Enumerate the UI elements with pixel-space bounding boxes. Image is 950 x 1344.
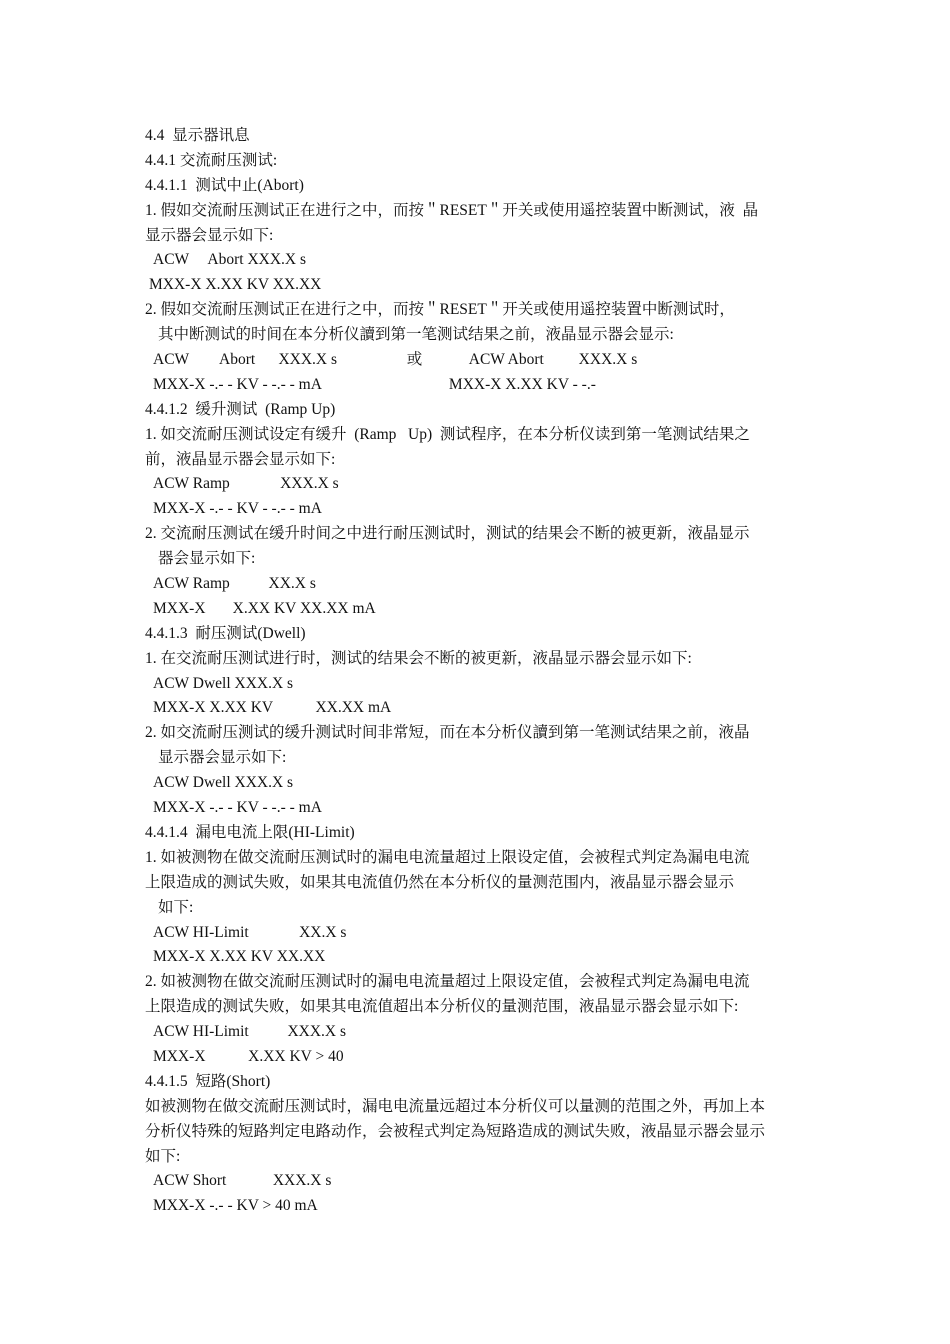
paragraph-line: 显示器会显示如下: [158, 749, 287, 767]
paragraph-line: 分析仪特殊的短路判定电路动作，会被程式判定為短路造成的测试失败，液晶显示器会显示 [145, 1122, 766, 1140]
paragraph-line: 上限造成的测试失败，如果其电流值超出本分析仪的量测范围，液晶显示器会显示如下: [145, 998, 739, 1016]
paragraph-line: 1. 如被测物在做交流耐压测试时的漏电电流量超过上限设定值，会被程式判定為漏电电流 [145, 848, 750, 866]
display-readout: ACW Ramp XXX.X s [153, 475, 339, 493]
paragraph-line: 如下: [158, 898, 194, 916]
topic-heading: 4.4.1.5 短路(Short) [145, 1072, 271, 1090]
display-readout: MXX-X -.- - KV - -.- - mA [153, 500, 322, 518]
paragraph-line: 显示器会显示如下: [145, 226, 274, 244]
display-readout: MXX-X X.XX KV > 40 [153, 1047, 344, 1065]
paragraph-line: 前，液晶显示器会显示如下: [145, 450, 336, 468]
paragraph-line: 上限造成的测试失败，如果其电流值仍然在本分析仪的量测范围内，液晶显示器会显示 [145, 873, 735, 891]
subsection-heading: 4.4.1 交流耐压测试: [145, 151, 278, 169]
display-readout: MXX-X X.XX KV XX.XX mA [153, 599, 376, 617]
topic-heading: 4.4.1.3 耐压测试(Dwell) [145, 624, 306, 642]
paragraph-line: 其中断测试的时间在本分析仪讀到第一笔测试结果之前，液晶显示器会显示: [158, 326, 674, 344]
display-readout: ACW Abort XXX.X s [153, 251, 306, 269]
display-readout: ACW HI-Limit XX.X s [153, 923, 347, 941]
document-page [145, 124, 815, 1219]
paragraph-line: 1. 在交流耐压测试进行时，测试的结果会不断的被更新，液晶显示器会显示如下: [145, 649, 692, 667]
topic-heading: 4.4.1.2 缓升测试 (Ramp Up) [145, 400, 336, 418]
section-heading: 4.4 显示器讯息 [145, 127, 250, 144]
display-readout: ACW Dwell XXX.X s [153, 774, 294, 792]
display-readout: ACW Abort XXX.X s 或 ACW Abort XXX.X s [153, 351, 638, 369]
topic-heading: 4.4.1.1 测试中止(Abort) [145, 176, 304, 194]
paragraph-line: 2. 假如交流耐压测试正在进行之中，而按＂RESET＂开关或使用遥控装置中断测试时， [145, 301, 735, 319]
paragraph-line: 器会显示如下: [158, 550, 256, 568]
display-readout: ACW Dwell XXX.X s [153, 674, 294, 692]
paragraph-line: 如被测物在做交流耐压测试时，漏电电流量远超过本分析仪可以量测的范围之外，再加上本 [145, 1097, 766, 1115]
paragraph-line: 1. 假如交流耐压测试正在进行之中，而按＂RESET＂开关或使用遥控装置中断测试，液 晶 [145, 201, 759, 219]
display-readout: MXX-X X.XX KV XX.XX mA [153, 699, 392, 717]
display-readout: MXX-X X.XX KV XX.XX [153, 948, 326, 966]
paragraph-line: 如下: [145, 1147, 181, 1165]
display-readout: ACW Ramp XX.X s [153, 575, 316, 593]
paragraph-line: 1. 如交流耐压测试设定有缓升 (Ramp Up) 测试程序，在本分析仪读到第一笔测试结果之 [145, 425, 750, 443]
display-readout: ACW HI-Limit XXX.X s [153, 1023, 347, 1041]
paragraph-line: 2. 如被测物在做交流耐压测试时的漏电电流量超过上限设定值，会被程式判定為漏电电流 [145, 973, 750, 991]
display-readout: MXX-X -.- - KV - -.- - mA MXX-X X.XX KV - -.- [153, 375, 596, 393]
display-readout: ACW Short XXX.X s [153, 1172, 332, 1190]
display-readout: MXX-X X.XX KV XX.XX [149, 276, 322, 294]
display-readout: MXX-X -.- - KV > 40 mA [153, 1197, 318, 1215]
paragraph-line: 2. 交流耐压测试在缓升时间之中进行耐压测试时，测试的结果会不断的被更新，液晶显示 [145, 525, 750, 543]
display-readout: MXX-X -.- - KV - -.- - mA [153, 799, 322, 817]
paragraph-line: 2. 如交流耐压测试的缓升测试时间非常短，而在本分析仪讀到第一笔测试结果之前，液晶 [145, 724, 750, 742]
topic-heading: 4.4.1.4 漏电电流上限(HI-Limit) [145, 823, 355, 841]
